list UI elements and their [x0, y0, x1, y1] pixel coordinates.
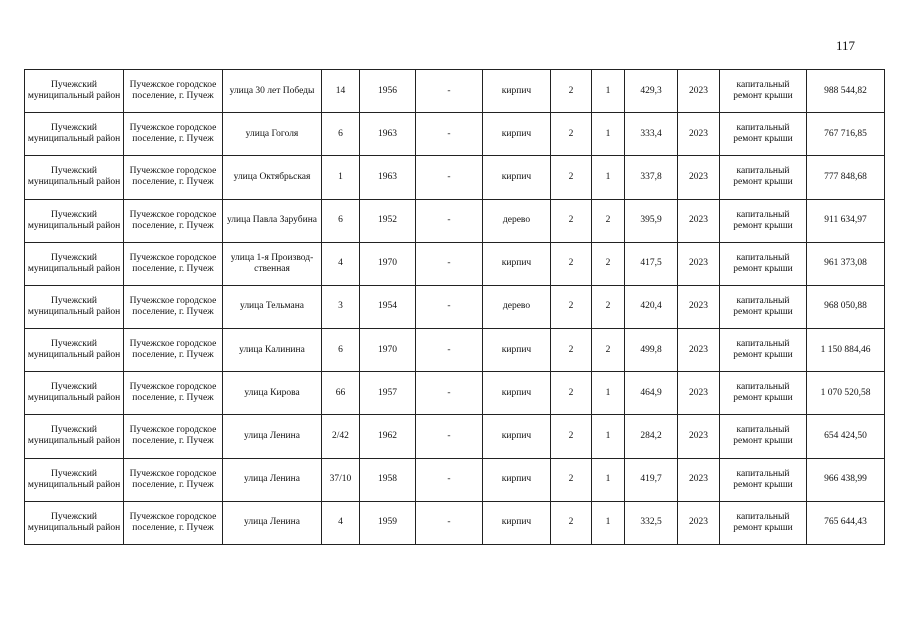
planned-year-cell: 2023 — [678, 199, 720, 242]
district-cell: Пучежский муниципальный район — [25, 372, 124, 415]
year-built-cell: 1963 — [360, 156, 416, 199]
area-cell: 499,8 — [625, 329, 678, 372]
settlement-cell: Пучежское городское поселение, г. Пучеж — [124, 242, 223, 285]
work-type-cell: капитальный ремонт крыши — [720, 329, 807, 372]
floors-cell: 2 — [551, 285, 592, 328]
house-number-cell: 14 — [322, 70, 360, 113]
floors-cell: 2 — [551, 501, 592, 544]
settlement-cell: Пучежское городское поселение, г. Пучеж — [124, 113, 223, 156]
entrances-cell: 1 — [592, 113, 625, 156]
house-number-cell: 6 — [322, 113, 360, 156]
year-built-cell: 1954 — [360, 285, 416, 328]
table-row — [25, 501, 885, 544]
extra-cell: - — [416, 285, 483, 328]
housing-registry-table — [24, 69, 885, 545]
table-row — [25, 113, 885, 156]
work-type-cell: капитальный ремонт крыши — [720, 501, 807, 544]
table-row — [25, 70, 885, 113]
extra-cell: - — [416, 242, 483, 285]
table-row — [25, 372, 885, 415]
house-number-cell: 6 — [322, 199, 360, 242]
district-cell: Пучежский муниципальный район — [25, 501, 124, 544]
table-row — [25, 415, 885, 458]
planned-year-cell: 2023 — [678, 285, 720, 328]
district-cell: Пучежский муниципальный район — [25, 285, 124, 328]
floors-cell: 2 — [551, 113, 592, 156]
district-cell: Пучежский муниципальный район — [25, 458, 124, 501]
settlement-cell: Пучежское городское поселение, г. Пучеж — [124, 372, 223, 415]
settlement-cell: Пучежское городское поселение, г. Пучеж — [124, 199, 223, 242]
entrances-cell: 1 — [592, 372, 625, 415]
entrances-cell: 1 — [592, 501, 625, 544]
wall-material-cell: кирпич — [483, 156, 551, 199]
work-type-cell: капитальный ремонт крыши — [720, 156, 807, 199]
entrances-cell: 1 — [592, 156, 625, 199]
house-number-cell: 4 — [322, 501, 360, 544]
page-number: 117 — [835, 38, 855, 53]
entrances-cell: 2 — [592, 199, 625, 242]
street-cell: улица Кирова — [223, 372, 322, 415]
area-cell: 332,5 — [625, 501, 678, 544]
planned-year-cell: 2023 — [678, 156, 720, 199]
cost-cell: 765 644,43 — [807, 501, 885, 544]
wall-material-cell: дерево — [483, 199, 551, 242]
floors-cell: 2 — [551, 329, 592, 372]
entrances-cell: 1 — [592, 458, 625, 501]
district-cell: Пучежский муниципальный район — [25, 156, 124, 199]
entrances-cell: 1 — [592, 70, 625, 113]
street-cell: улица 1-я Производ-ственная — [223, 242, 322, 285]
cost-cell: 654 424,50 — [807, 415, 885, 458]
street-cell: улица Ленина — [223, 501, 322, 544]
year-built-cell: 1959 — [360, 501, 416, 544]
extra-cell: - — [416, 70, 483, 113]
cost-cell: 911 634,97 — [807, 199, 885, 242]
house-number-cell: 3 — [322, 285, 360, 328]
floors-cell: 2 — [551, 458, 592, 501]
settlement-cell: Пучежское городское поселение, г. Пучеж — [124, 156, 223, 199]
district-cell: Пучежский муниципальный район — [25, 329, 124, 372]
floors-cell: 2 — [551, 199, 592, 242]
wall-material-cell: кирпич — [483, 458, 551, 501]
table-row — [25, 199, 885, 242]
settlement-cell: Пучежское городское поселение, г. Пучеж — [124, 501, 223, 544]
area-cell: 464,9 — [625, 372, 678, 415]
district-cell: Пучежский муниципальный район — [25, 113, 124, 156]
cost-cell: 968 050,88 — [807, 285, 885, 328]
year-built-cell: 1970 — [360, 329, 416, 372]
area-cell: 395,9 — [625, 199, 678, 242]
work-type-cell: капитальный ремонт крыши — [720, 70, 807, 113]
extra-cell: - — [416, 329, 483, 372]
floors-cell: 2 — [551, 415, 592, 458]
work-type-cell: капитальный ремонт крыши — [720, 458, 807, 501]
extra-cell: - — [416, 458, 483, 501]
work-type-cell: капитальный ремонт крыши — [720, 242, 807, 285]
floors-cell: 2 — [551, 156, 592, 199]
settlement-cell: Пучежское городское поселение, г. Пучеж — [124, 415, 223, 458]
wall-material-cell: кирпич — [483, 415, 551, 458]
district-cell: Пучежский муниципальный район — [25, 70, 124, 113]
district-cell: Пучежский муниципальный район — [25, 242, 124, 285]
planned-year-cell: 2023 — [678, 501, 720, 544]
area-cell: 420,4 — [625, 285, 678, 328]
district-cell: Пучежский муниципальный район — [25, 199, 124, 242]
cost-cell: 961 373,08 — [807, 242, 885, 285]
wall-material-cell: кирпич — [483, 329, 551, 372]
year-built-cell: 1970 — [360, 242, 416, 285]
street-cell: улица Ленина — [223, 458, 322, 501]
cost-cell: 1 070 520,58 — [807, 372, 885, 415]
extra-cell: - — [416, 501, 483, 544]
street-cell: улица Павла Зарубина — [223, 199, 322, 242]
wall-material-cell: кирпич — [483, 113, 551, 156]
entrances-cell: 1 — [592, 415, 625, 458]
floors-cell: 2 — [551, 70, 592, 113]
work-type-cell: капитальный ремонт крыши — [720, 285, 807, 328]
planned-year-cell: 2023 — [678, 329, 720, 372]
area-cell: 337,8 — [625, 156, 678, 199]
table-body — [25, 70, 885, 545]
planned-year-cell: 2023 — [678, 242, 720, 285]
street-cell: улица 30 лет Победы — [223, 70, 322, 113]
wall-material-cell: дерево — [483, 285, 551, 328]
wall-material-cell: кирпич — [483, 372, 551, 415]
planned-year-cell: 2023 — [678, 458, 720, 501]
extra-cell: - — [416, 113, 483, 156]
house-number-cell: 37/10 — [322, 458, 360, 501]
planned-year-cell: 2023 — [678, 70, 720, 113]
settlement-cell: Пучежское городское поселение, г. Пучеж — [124, 285, 223, 328]
cost-cell: 777 848,68 — [807, 156, 885, 199]
house-number-cell: 4 — [322, 242, 360, 285]
table-row — [25, 458, 885, 501]
year-built-cell: 1958 — [360, 458, 416, 501]
entrances-cell: 2 — [592, 329, 625, 372]
extra-cell: - — [416, 372, 483, 415]
street-cell: улица Калинина — [223, 329, 322, 372]
cost-cell: 966 438,99 — [807, 458, 885, 501]
table-row — [25, 329, 885, 372]
extra-cell: - — [416, 156, 483, 199]
wall-material-cell: кирпич — [483, 242, 551, 285]
street-cell: улица Тельмана — [223, 285, 322, 328]
house-number-cell: 1 — [322, 156, 360, 199]
floors-cell: 2 — [551, 372, 592, 415]
district-cell: Пучежский муниципальный район — [25, 415, 124, 458]
cost-cell: 988 544,82 — [807, 70, 885, 113]
cost-cell: 1 150 884,46 — [807, 329, 885, 372]
floors-cell: 2 — [551, 242, 592, 285]
planned-year-cell: 2023 — [678, 415, 720, 458]
area-cell: 284,2 — [625, 415, 678, 458]
year-built-cell: 1962 — [360, 415, 416, 458]
planned-year-cell: 2023 — [678, 372, 720, 415]
street-cell: улица Ленина — [223, 415, 322, 458]
wall-material-cell: кирпич — [483, 70, 551, 113]
house-number-cell: 66 — [322, 372, 360, 415]
street-cell: улица Октябрьская — [223, 156, 322, 199]
area-cell: 419,7 — [625, 458, 678, 501]
planned-year-cell: 2023 — [678, 113, 720, 156]
year-built-cell: 1956 — [360, 70, 416, 113]
cost-cell: 767 716,85 — [807, 113, 885, 156]
extra-cell: - — [416, 199, 483, 242]
settlement-cell: Пучежское городское поселение, г. Пучеж — [124, 70, 223, 113]
house-number-cell: 2/42 — [322, 415, 360, 458]
street-cell: улица Гоголя — [223, 113, 322, 156]
wall-material-cell: кирпич — [483, 501, 551, 544]
year-built-cell: 1963 — [360, 113, 416, 156]
settlement-cell: Пучежское городское поселение, г. Пучеж — [124, 458, 223, 501]
work-type-cell: капитальный ремонт крыши — [720, 113, 807, 156]
house-number-cell: 6 — [322, 329, 360, 372]
table-row — [25, 156, 885, 199]
entrances-cell: 2 — [592, 242, 625, 285]
entrances-cell: 2 — [592, 285, 625, 328]
area-cell: 333,4 — [625, 113, 678, 156]
settlement-cell: Пучежское городское поселение, г. Пучеж — [124, 329, 223, 372]
work-type-cell: капитальный ремонт крыши — [720, 415, 807, 458]
extra-cell: - — [416, 415, 483, 458]
year-built-cell: 1957 — [360, 372, 416, 415]
area-cell: 417,5 — [625, 242, 678, 285]
work-type-cell: капитальный ремонт крыши — [720, 199, 807, 242]
table-row — [25, 242, 885, 285]
year-built-cell: 1952 — [360, 199, 416, 242]
table-row — [25, 285, 885, 328]
work-type-cell: капитальный ремонт крыши — [720, 372, 807, 415]
area-cell: 429,3 — [625, 70, 678, 113]
